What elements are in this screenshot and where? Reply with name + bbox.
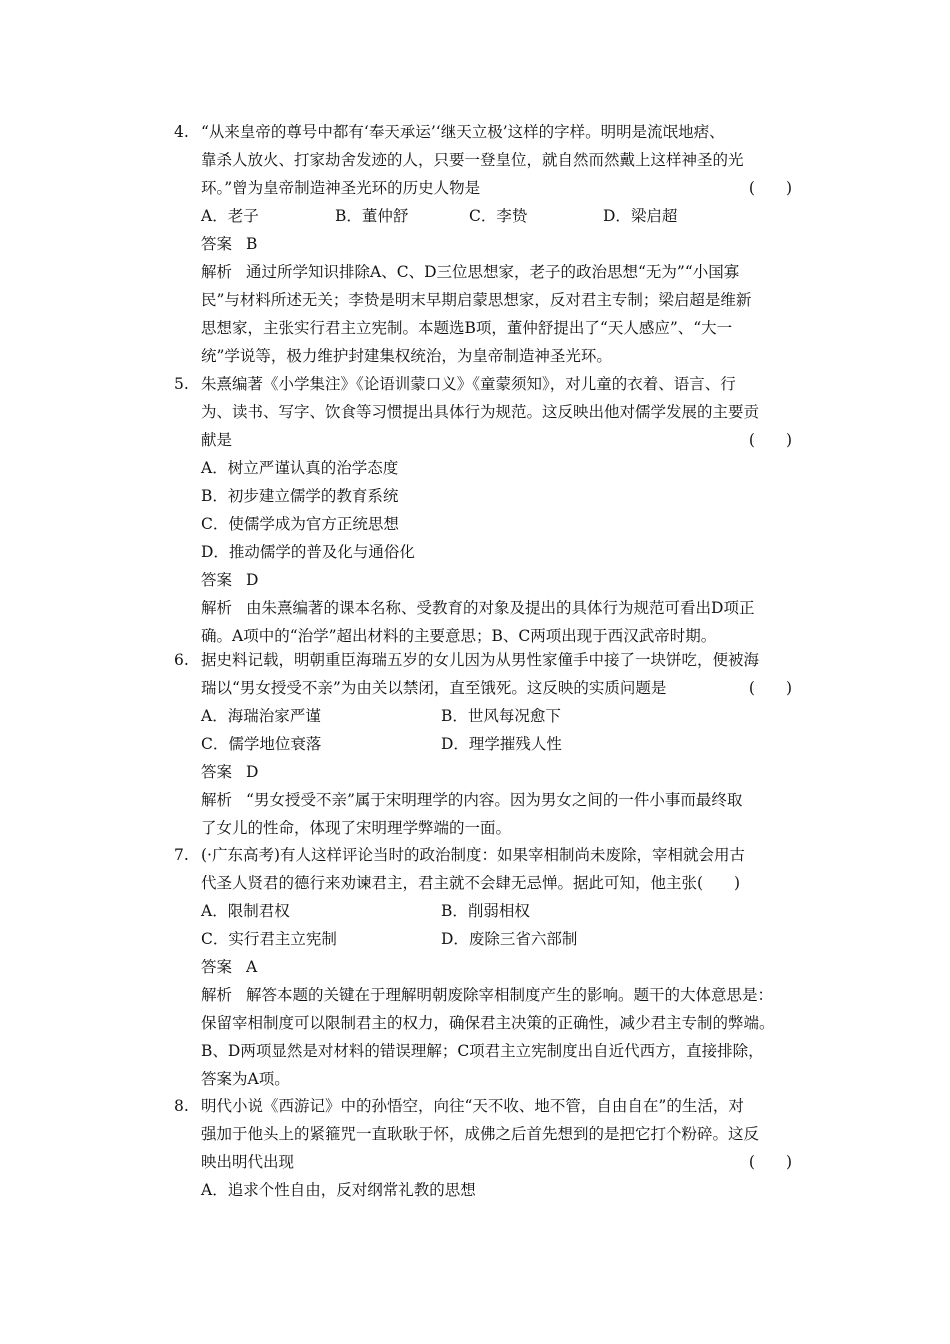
analysis-line: 解析 “男女授受不亲”属于宋明理学的内容。因为男女之间的一件小事而最终取 — [201, 791, 743, 809]
analysis-line: 答案为A项。 — [201, 1070, 290, 1088]
question-number: 5. — [174, 375, 189, 393]
analysis-line: 思想家，主张实行君主立宪制。本题选B项，董仲舒提出了“天人感应”、“大一 — [201, 319, 733, 337]
option-b: B．董仲舒 — [335, 207, 409, 225]
option-c: C．使儒学成为官方正统思想 — [201, 515, 399, 533]
options-row — [174, 730, 814, 758]
option-d: D．废除三省六部制 — [441, 930, 578, 948]
question-stem-line: 代圣人贤君的德行来劝谏君主，君主就不会肆无忌惮。据此可知，他主张( ) — [201, 874, 741, 892]
question-stem-line: 5. 朱熹编著《小学集注》《论语训蒙口义》《童蒙须知》，对儿童的衣着、语言、行 — [174, 370, 814, 398]
analysis-line: 确。A项中的“治学”超出材料的主要意思；B、C两项出现于西汉武帝时期。 — [201, 627, 717, 645]
question-4 — [174, 118, 814, 370]
question-6 — [174, 646, 814, 842]
options-row — [174, 202, 814, 230]
option-c: C．儒学地位衰落 — [201, 735, 322, 753]
options-row — [174, 897, 814, 925]
option-d: D．理学摧残人性 — [441, 735, 562, 753]
analysis-line: 解析 由朱熹编著的课本名称、受教育的对象及提出的具体行为规范可看出D项正 — [201, 599, 755, 617]
analysis-line: 解析 解答本题的关键在于理解明朝废除宰相制度产生的影响。题干的大体意思是： — [201, 986, 774, 1004]
analysis-line: 了女儿的性命，体现了宋明理学弊端的一面。 — [201, 819, 512, 837]
question-stem-line: 4. “从来皇帝的尊号中都有‘奉天承运’‘继天立极’这样的字样。明明是流氓地痞、 — [174, 118, 814, 146]
option-b: B．初步建立儒学的教育系统 — [201, 487, 399, 505]
question-stem-line: 6. 据史料记载，明朝重臣海瑞五岁的女儿因为从男性家僮手中接了一块饼吃，便被海 — [174, 646, 814, 674]
answer-blank: ( ) — [748, 179, 792, 197]
option-b: B．世风每况愈下 — [441, 707, 561, 725]
question-stem-line: 靠杀人放火、打家劫舍发迹的人，只要一登皇位，就自然而然戴上这样神圣的光 — [201, 151, 744, 169]
option-b: B．削弱相权 — [441, 902, 530, 920]
option-c: C．李贽 — [469, 207, 528, 225]
question-stem-line: 瑞以“男女授受不亲”为由关以禁闭，直至饿死。这反映的实质问题是 ( ) — [174, 674, 814, 702]
analysis-line: 解析 通过所学知识排除A、C、D三位思想家，老子的政治思想“无为”“小国寡 — [201, 263, 740, 281]
answer-line: 答案 D — [201, 763, 259, 781]
question-stem-line: 强加于他头上的紧箍咒一直耿耿于怀，成佛之后首先想到的是把它打个粉碎。这反 — [201, 1125, 760, 1143]
question-number: 6. — [174, 651, 189, 669]
question-number: 7. — [174, 846, 189, 864]
options-row — [174, 702, 814, 730]
question-stem-line: 映出明代出现 ( ) — [174, 1148, 814, 1176]
answer-blank: ( ) — [748, 1153, 792, 1171]
question-8 — [174, 1092, 814, 1204]
option-a: A．限制君权 — [201, 902, 290, 920]
analysis-line: 民”与材料所述无关；李贽是明末早期启蒙思想家，反对君主专制；梁启超是维新 — [201, 291, 752, 309]
analysis-line: 统”学说等，极力维护封建集权统治，为皇帝制造神圣光环。 — [201, 347, 612, 365]
answer-blank: ( ) — [748, 679, 792, 697]
option-a: A．追求个性自由，反对纲常礼教的思想 — [201, 1181, 476, 1199]
question-7 — [174, 841, 814, 1093]
question-5 — [174, 370, 814, 650]
option-c: C．实行君主立宪制 — [201, 930, 337, 948]
options-row — [174, 925, 814, 953]
answer-blank: ( ) — [748, 431, 792, 449]
question-stem-line: 环。”曾为皇帝制造神圣光环的历史人物是 ( ) — [174, 174, 814, 202]
answer-line: 答案 B — [201, 235, 258, 253]
answer-line: 答案 A — [201, 958, 258, 976]
question-stem-line: 献是 ( ) — [174, 426, 814, 454]
question-stem-line: 为、读书、写字、饮食等习惯提出具体行为规范。这反映出他对儒学发展的主要贡 — [201, 403, 760, 421]
option-a: A．海瑞治家严谨 — [201, 707, 321, 725]
answer-line: 答案 D — [201, 571, 259, 589]
option-d: D．梁启超 — [603, 207, 678, 225]
option-a: A．树立严谨认真的治学态度 — [201, 459, 399, 477]
question-number: 4. — [174, 123, 189, 141]
analysis-line: 保留宰相制度可以限制君主的权力，确保君主决策的正确性，减少君主专制的弊端。 — [201, 1014, 775, 1032]
analysis-line: B、D两项显然是对材料的错误理解；C项君主立宪制度出自近代西方，直接排除， — [201, 1042, 764, 1060]
question-stem-line: 7. (·广东高考)有人这样评论当时的政治制度：如果宰相制尚未废除，宰相就会用古 — [174, 841, 814, 869]
question-stem-line: 8. 明代小说《西游记》中的孙悟空，向往“天不收、地不管，自由自在”的生活，对 — [174, 1092, 814, 1120]
question-number: 8. — [174, 1097, 189, 1115]
option-d: D．推动儒学的普及化与通俗化 — [201, 543, 415, 561]
option-a: A．老子 — [201, 207, 259, 225]
